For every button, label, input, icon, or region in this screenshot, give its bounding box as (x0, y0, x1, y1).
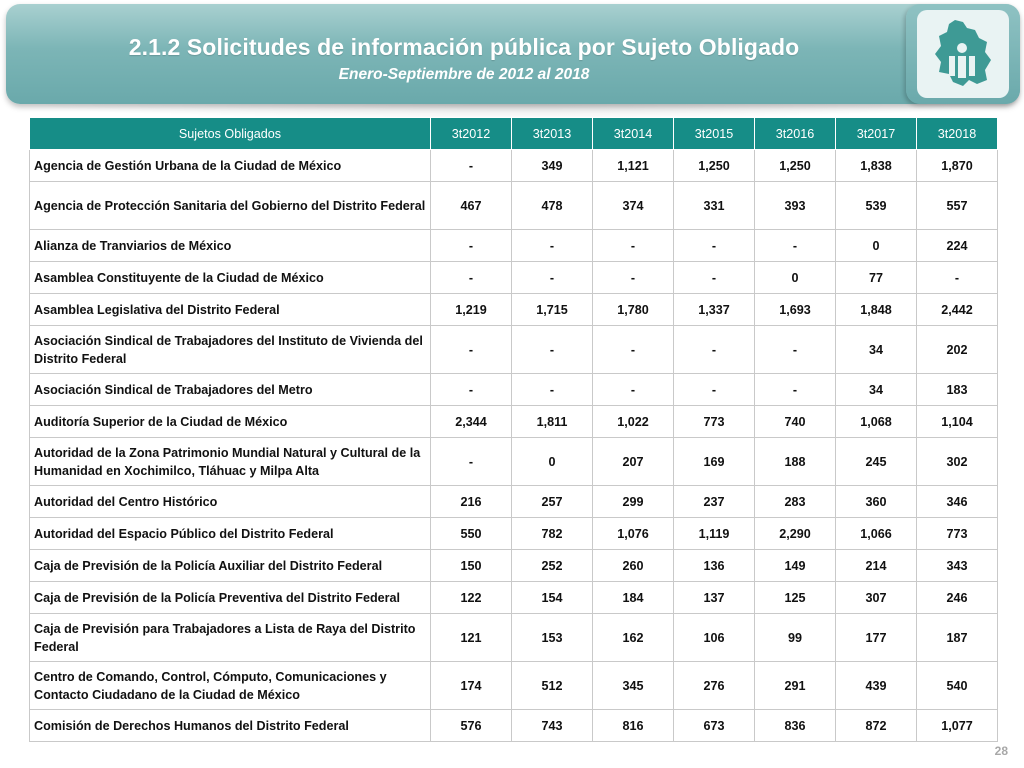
value-cell: 1,119 (674, 518, 755, 550)
table-row (30, 550, 998, 582)
table-row (30, 326, 998, 374)
value-cell: 1,077 (917, 710, 998, 742)
value-cell: 331 (674, 182, 755, 230)
value-cell: 291 (755, 662, 836, 710)
value-cell: 550 (431, 518, 512, 550)
value-cell: 2,442 (917, 294, 998, 326)
value-cell: 184 (593, 582, 674, 614)
table-row (30, 406, 998, 438)
value-cell: 122 (431, 582, 512, 614)
column-header: 3t2018 (917, 118, 998, 150)
value-cell: 257 (512, 486, 593, 518)
value-cell: 1,838 (836, 150, 917, 182)
value-cell: 345 (593, 662, 674, 710)
value-cell: 121 (431, 614, 512, 662)
value-cell: 360 (836, 486, 917, 518)
value-cell: - (431, 438, 512, 486)
value-cell: 237 (674, 486, 755, 518)
value-cell: - (512, 262, 593, 294)
value-cell: 673 (674, 710, 755, 742)
value-cell: 188 (755, 438, 836, 486)
entity-name: Autoridad del Centro Histórico (30, 486, 431, 518)
value-cell: - (431, 230, 512, 262)
table-row (30, 182, 998, 230)
value-cell: 252 (512, 550, 593, 582)
value-cell: 1,066 (836, 518, 917, 550)
value-cell: 183 (917, 374, 998, 406)
value-cell: - (755, 326, 836, 374)
value-cell: 1,250 (674, 150, 755, 182)
value-cell: 214 (836, 550, 917, 582)
value-cell: 0 (836, 230, 917, 262)
value-cell: 374 (593, 182, 674, 230)
value-cell: 162 (593, 614, 674, 662)
column-header: Sujetos Obligados (30, 118, 431, 150)
entity-name: Agencia de Gestión Urbana de la Ciudad de México (30, 150, 431, 182)
value-cell: - (593, 326, 674, 374)
value-cell: 1,250 (755, 150, 836, 182)
entity-name: Caja de Previsión para Trabajadores a Lista de Raya del Distrito Federal (30, 614, 431, 662)
logo-container (906, 4, 1020, 104)
page-number: 28 (994, 744, 1008, 758)
value-cell: - (431, 326, 512, 374)
value-cell: 773 (674, 406, 755, 438)
value-cell: 1,811 (512, 406, 593, 438)
value-cell: 1,121 (593, 150, 674, 182)
value-cell: - (512, 230, 593, 262)
value-cell: 346 (917, 486, 998, 518)
value-cell: 246 (917, 582, 998, 614)
value-cell: 202 (917, 326, 998, 374)
value-cell: 1,022 (593, 406, 674, 438)
value-cell: 125 (755, 582, 836, 614)
value-cell: 773 (917, 518, 998, 550)
value-cell: 782 (512, 518, 593, 550)
value-cell: 136 (674, 550, 755, 582)
column-header: 3t2017 (836, 118, 917, 150)
column-header: 3t2016 (755, 118, 836, 150)
column-header: 3t2014 (593, 118, 674, 150)
value-cell: 283 (755, 486, 836, 518)
table-row (30, 294, 998, 326)
entity-name: Asociación Sindical de Trabajadores del Instituto de Vivienda del Distrito Federal (30, 326, 431, 374)
value-cell: 177 (836, 614, 917, 662)
value-cell: 512 (512, 662, 593, 710)
value-cell: 34 (836, 374, 917, 406)
value-cell: - (593, 262, 674, 294)
value-cell: 743 (512, 710, 593, 742)
value-cell: 872 (836, 710, 917, 742)
value-cell: 224 (917, 230, 998, 262)
table-row (30, 582, 998, 614)
value-cell: 478 (512, 182, 593, 230)
value-cell: - (674, 262, 755, 294)
entity-name: Caja de Previsión de la Policía Preventiva del Distrito Federal (30, 582, 431, 614)
value-cell: 299 (593, 486, 674, 518)
value-cell: - (917, 262, 998, 294)
value-cell: 2,344 (431, 406, 512, 438)
value-cell: - (512, 326, 593, 374)
entity-name: Autoridad de la Zona Patrimonio Mundial Natural y Cultural de la Humanidad en Xochimilco, Tláhuac y Milpa Alta (30, 438, 431, 486)
value-cell: 2,290 (755, 518, 836, 550)
column-header: 3t2015 (674, 118, 755, 150)
value-cell: 0 (512, 438, 593, 486)
value-cell: 1,104 (917, 406, 998, 438)
value-cell: - (431, 150, 512, 182)
page-title: 2.1.2 Solicitudes de información pública por Sujeto Obligado (128, 34, 800, 60)
value-cell: 260 (593, 550, 674, 582)
requests-table (29, 117, 998, 742)
title-banner (6, 4, 1020, 104)
value-cell: - (674, 326, 755, 374)
value-cell: 150 (431, 550, 512, 582)
value-cell: 276 (674, 662, 755, 710)
table-row (30, 438, 998, 486)
value-cell: 106 (674, 614, 755, 662)
entity-name: Autoridad del Espacio Público del Distrito Federal (30, 518, 431, 550)
entity-name: Comisión de Derechos Humanos del Distrito Federal (30, 710, 431, 742)
entity-name: Auditoría Superior de la Ciudad de México (30, 406, 431, 438)
table-row (30, 614, 998, 662)
table-row (30, 262, 998, 294)
value-cell: 1,219 (431, 294, 512, 326)
value-cell: 207 (593, 438, 674, 486)
value-cell: 1,068 (836, 406, 917, 438)
entity-name: Centro de Comando, Control, Cómputo, Comunicaciones y Contacto Ciudadano de la Ciudad de México (30, 662, 431, 710)
value-cell: 216 (431, 486, 512, 518)
value-cell: 816 (593, 710, 674, 742)
value-cell: 137 (674, 582, 755, 614)
value-cell: 154 (512, 582, 593, 614)
value-cell: 1,337 (674, 294, 755, 326)
table-row (30, 662, 998, 710)
value-cell: - (512, 374, 593, 406)
value-cell: 34 (836, 326, 917, 374)
value-cell: 1,715 (512, 294, 593, 326)
value-cell: 740 (755, 406, 836, 438)
table-row (30, 150, 998, 182)
value-cell: 153 (512, 614, 593, 662)
value-cell: - (431, 374, 512, 406)
value-cell: 540 (917, 662, 998, 710)
entity-name: Asociación Sindical de Trabajadores del Metro (30, 374, 431, 406)
value-cell: 302 (917, 438, 998, 486)
logo-panel (917, 10, 1009, 98)
value-cell: 245 (836, 438, 917, 486)
value-cell: 307 (836, 582, 917, 614)
value-cell: - (593, 230, 674, 262)
value-cell: - (755, 374, 836, 406)
entity-name: Alianza de Tranviarios de México (30, 230, 431, 262)
value-cell: - (674, 230, 755, 262)
value-cell: 1,693 (755, 294, 836, 326)
value-cell: 557 (917, 182, 998, 230)
value-cell: 99 (755, 614, 836, 662)
value-cell: 169 (674, 438, 755, 486)
table-row (30, 710, 998, 742)
table-row (30, 374, 998, 406)
value-cell: 439 (836, 662, 917, 710)
value-cell: 467 (431, 182, 512, 230)
value-cell: 393 (755, 182, 836, 230)
entity-name: Asamblea Legislativa del Distrito Federal (30, 294, 431, 326)
value-cell: 187 (917, 614, 998, 662)
value-cell: 0 (755, 262, 836, 294)
value-cell: 1,076 (593, 518, 674, 550)
table-row (30, 518, 998, 550)
value-cell: - (755, 230, 836, 262)
value-cell: 1,780 (593, 294, 674, 326)
value-cell: - (431, 262, 512, 294)
value-cell: 77 (836, 262, 917, 294)
column-header: 3t2012 (431, 118, 512, 150)
value-cell: 174 (431, 662, 512, 710)
column-header: 3t2013 (512, 118, 593, 150)
value-cell: 539 (836, 182, 917, 230)
cdmx-map-info-icon (929, 18, 997, 90)
table-header-row (30, 118, 998, 150)
value-cell: 149 (755, 550, 836, 582)
entity-name: Asamblea Constituyente de la Ciudad de México (30, 262, 431, 294)
value-cell: 343 (917, 550, 998, 582)
value-cell: 349 (512, 150, 593, 182)
value-cell: - (593, 374, 674, 406)
entity-name: Caja de Previsión de la Policía Auxiliar del Distrito Federal (30, 550, 431, 582)
value-cell: 1,870 (917, 150, 998, 182)
value-cell: 1,848 (836, 294, 917, 326)
entity-name: Agencia de Protección Sanitaria del Gobierno del Distrito Federal (30, 182, 431, 230)
value-cell: 836 (755, 710, 836, 742)
value-cell: 576 (431, 710, 512, 742)
value-cell: - (674, 374, 755, 406)
page-subtitle: Enero-Septiembre de 2012 al 2018 (338, 66, 590, 83)
table-row (30, 230, 998, 262)
table-row (30, 486, 998, 518)
